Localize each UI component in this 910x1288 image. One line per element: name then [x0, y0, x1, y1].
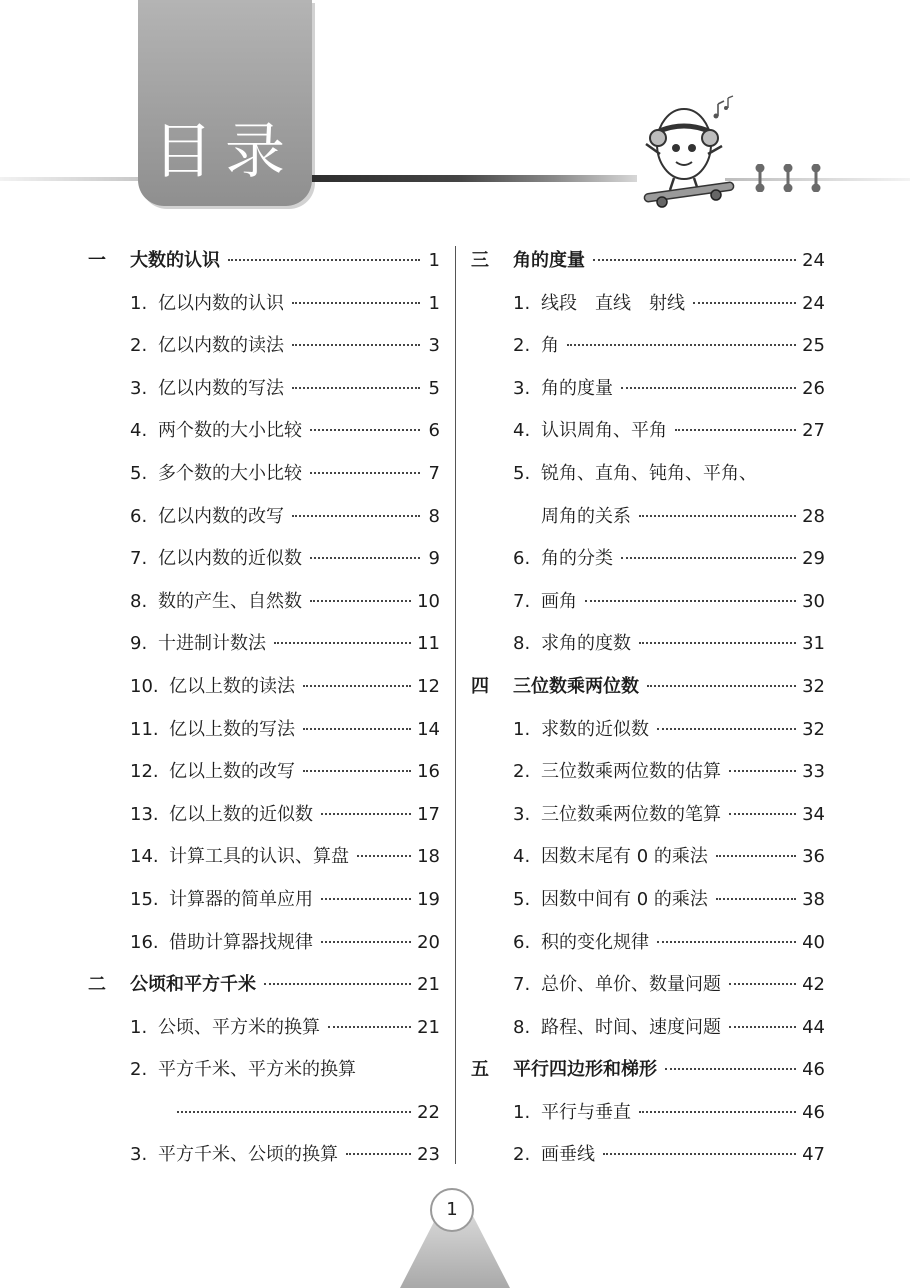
section-number: 3.	[130, 377, 148, 399]
section-title: 计算工具的认识、算盘	[169, 846, 349, 868]
toc-entry-row[interactable]	[471, 325, 825, 368]
section-number: 1.	[130, 1016, 148, 1038]
header-rule	[312, 175, 637, 182]
dot-leader	[310, 557, 420, 559]
section-number: 7.	[513, 974, 531, 996]
section-number: 3.	[130, 1144, 148, 1166]
section-number: 1.	[130, 292, 148, 314]
toc-entry-row[interactable]	[88, 836, 440, 879]
chapter-title: 平行四边形和梯形	[513, 1059, 657, 1081]
dot-leader	[292, 344, 420, 346]
toc-entry-row[interactable]	[88, 538, 440, 581]
page-ref: 14	[417, 718, 440, 740]
section-title: 借助计算器找规律	[169, 931, 313, 953]
chapter-title: 三位数乘两位数	[513, 675, 639, 697]
page-ref: 12	[417, 675, 440, 697]
section-title: 亿以上数的读法	[169, 675, 295, 697]
page-ref: 46	[802, 1101, 825, 1123]
section-title: 亿以上数的写法	[169, 718, 295, 740]
egg-mascot-skateboard-icon	[636, 92, 746, 210]
section-title: 路程、时间、速度问题	[541, 1016, 721, 1038]
toc-entry-row[interactable]	[471, 1092, 825, 1135]
toc-entry-row[interactable]	[471, 410, 825, 453]
section-number: 1.	[513, 718, 531, 740]
section-number: 14.	[130, 846, 159, 868]
toc-entry-row[interactable]	[88, 453, 440, 496]
section-number: 2.	[513, 335, 531, 357]
dot-leader	[292, 387, 420, 389]
section-number: 11.	[130, 718, 159, 740]
section-number: 2.	[513, 761, 531, 783]
dot-leader	[303, 728, 411, 730]
page-ref: 25	[802, 335, 825, 357]
dot-leader	[264, 983, 411, 985]
page-ref: 22	[417, 1101, 440, 1123]
toc-entry-row[interactable]	[88, 581, 440, 624]
section-number: 4.	[513, 846, 531, 868]
chapter-title: 公顷和平方千米	[130, 974, 256, 996]
section-number: 5.	[513, 888, 531, 910]
section-number: 16.	[130, 931, 159, 953]
section-number: 5.	[513, 462, 531, 484]
section-title: 角	[541, 335, 559, 357]
toc-entry-row[interactable]	[471, 453, 825, 496]
dot-leader	[603, 1153, 796, 1155]
page-ref: 29	[802, 548, 825, 570]
section-number: 1.	[513, 1101, 531, 1123]
section-title: 平行与垂直	[541, 1101, 631, 1123]
page-ref: 5	[428, 377, 440, 399]
dot-leader	[665, 1068, 796, 1070]
page-ref: 3	[428, 335, 440, 357]
dot-leader	[647, 685, 796, 687]
toc-entry-row[interactable]	[471, 751, 825, 794]
toc-entry-row[interactable]	[88, 368, 440, 411]
section-title: 计算器的简单应用	[169, 888, 313, 910]
page-ref: 28	[802, 505, 825, 527]
toc-entry-row[interactable]	[471, 623, 825, 666]
dot-leader	[177, 1111, 411, 1113]
section-title: 公顷、平方米的换算	[158, 1016, 320, 1038]
toc-chapter-row[interactable]	[88, 240, 440, 283]
toc-entry-row[interactable]	[88, 709, 440, 752]
section-number: 8.	[513, 1016, 531, 1038]
chapter-number: 二	[88, 974, 106, 996]
toc-entry-row[interactable]	[88, 410, 440, 453]
section-number: 9.	[130, 633, 148, 655]
dot-leader	[292, 302, 420, 304]
toc-entry-row[interactable]	[88, 1134, 440, 1177]
toc-entry-row[interactable]	[471, 1007, 825, 1050]
page-ref: 11	[417, 633, 440, 655]
section-title: 三位数乘两位数的估算	[541, 761, 721, 783]
chapter-number: 三	[471, 250, 489, 271]
toc-entry-row[interactable]	[471, 496, 825, 539]
section-title: 求数的近似数	[541, 718, 649, 740]
toc-entry-row[interactable]	[88, 496, 440, 539]
page-ref: 17	[417, 803, 440, 825]
page-ref: 46	[802, 1059, 825, 1081]
page-ref: 31	[802, 633, 825, 655]
dot-leader	[675, 429, 796, 431]
section-title: 平方千米、公顷的换算	[158, 1144, 338, 1166]
decorative-pins-icon	[748, 164, 828, 192]
chapter-number: 五	[471, 1059, 489, 1081]
page-ref: 20	[417, 931, 440, 953]
section-title: 求角的度数	[541, 633, 631, 655]
toc-entry-row[interactable]	[88, 623, 440, 666]
section-title: 亿以内数的写法	[158, 377, 284, 399]
section-title: 亿以上数的近似数	[169, 803, 313, 825]
page-ref: 8	[428, 505, 440, 527]
page-ref: 6	[428, 420, 440, 442]
page-ref: 38	[802, 888, 825, 910]
dot-leader	[321, 813, 411, 815]
page-ref: 1	[428, 292, 440, 314]
section-title: 亿以内数的读法	[158, 335, 284, 357]
title-tab	[138, 0, 312, 206]
dot-leader	[621, 387, 796, 389]
section-number: 13.	[130, 803, 159, 825]
page-ref: 19	[417, 888, 440, 910]
dot-leader	[716, 855, 796, 857]
dot-leader	[310, 472, 420, 474]
section-title: 画垂线	[541, 1144, 595, 1166]
toc-entry-row[interactable]	[471, 879, 825, 922]
page-ref: 18	[417, 846, 440, 868]
section-title: 因数末尾有 0 的乘法	[541, 846, 708, 868]
dot-leader	[310, 600, 411, 602]
section-title: 画角	[541, 590, 577, 612]
dot-leader	[585, 600, 796, 602]
toc-entry-row[interactable]	[471, 538, 825, 581]
page-title: 目录	[153, 117, 297, 187]
page-ref: 1	[428, 250, 440, 271]
toc-entry-row[interactable]	[88, 1092, 440, 1135]
section-title: 线段 直线 射线	[541, 292, 685, 314]
toc-entry-row[interactable]	[88, 325, 440, 368]
section-title: 亿以内数的近似数	[158, 548, 302, 570]
dot-leader	[639, 515, 796, 517]
page-number: 1	[430, 1188, 474, 1232]
chapter-title: 角的度量	[513, 250, 585, 271]
section-number: 7.	[513, 590, 531, 612]
toc-entry-row[interactable]	[88, 1007, 440, 1050]
page-ref: 24	[802, 250, 825, 271]
section-number: 6.	[130, 505, 148, 527]
section-number: 6.	[513, 931, 531, 953]
dot-leader	[321, 941, 411, 943]
dot-leader	[328, 1026, 411, 1028]
section-number: 5.	[130, 462, 148, 484]
toc-chapter-row[interactable]	[471, 1049, 825, 1092]
toc-entry-row[interactable]	[471, 368, 825, 411]
page-ref: 23	[417, 1144, 440, 1166]
section-number: 3.	[513, 377, 531, 399]
section-number: 7.	[130, 548, 148, 570]
chapter-number: 四	[471, 675, 489, 697]
page-ref: 26	[802, 377, 825, 399]
page-ref: 40	[802, 931, 825, 953]
page-ref: 42	[802, 974, 825, 996]
page-ref: 34	[802, 803, 825, 825]
section-title: 周角的关系	[541, 505, 631, 527]
section-title: 平方千米、平方米的换算	[158, 1059, 356, 1081]
toc-chapter-row[interactable]	[88, 964, 440, 1007]
toc-chapter-row[interactable]	[471, 240, 825, 283]
dot-leader	[303, 770, 411, 772]
dot-leader	[310, 429, 420, 431]
section-title: 数的产生、自然数	[158, 590, 302, 612]
page-ref: 21	[417, 974, 440, 996]
toc-entry-row[interactable]	[88, 666, 440, 709]
page-ref: 9	[428, 548, 440, 570]
toc-entry-row[interactable]	[471, 964, 825, 1007]
page-ref: 44	[802, 1016, 825, 1038]
chapter-number: 一	[88, 250, 106, 271]
page-ref: 36	[802, 846, 825, 868]
dot-leader	[346, 1153, 411, 1155]
toc-entry-row[interactable]	[88, 1049, 440, 1092]
section-number: 2.	[513, 1144, 531, 1166]
section-number: 12.	[130, 761, 159, 783]
section-title: 多个数的大小比较	[158, 462, 302, 484]
toc-entry-row[interactable]	[471, 836, 825, 879]
toc-entry-row[interactable]	[471, 581, 825, 624]
section-number: 2.	[130, 1059, 148, 1081]
section-title: 亿以内数的认识	[158, 292, 284, 314]
section-number: 4.	[513, 420, 531, 442]
section-title: 认识周角、平角	[541, 420, 667, 442]
section-number: 15.	[130, 888, 159, 910]
page-ref: 30	[802, 590, 825, 612]
section-title: 角的分类	[541, 548, 613, 570]
dot-leader	[657, 941, 796, 943]
toc-entry-row[interactable]	[471, 283, 825, 326]
section-number: 2.	[130, 335, 148, 357]
dot-leader	[729, 770, 796, 772]
section-title: 总价、单价、数量问题	[541, 974, 721, 996]
toc-entry-row[interactable]	[88, 283, 440, 326]
dot-leader	[274, 642, 411, 644]
dot-leader	[593, 259, 796, 261]
section-title: 积的变化规律	[541, 931, 649, 953]
section-number: 6.	[513, 548, 531, 570]
page-ref: 27	[802, 420, 825, 442]
toc-entry-row[interactable]	[471, 709, 825, 752]
toc-entry-row[interactable]	[471, 794, 825, 837]
section-number: 1.	[513, 292, 531, 314]
section-title: 角的度量	[541, 377, 613, 399]
section-number: 8.	[130, 590, 148, 612]
page-ref: 32	[802, 718, 825, 740]
section-title: 因数中间有 0 的乘法	[541, 888, 708, 910]
section-title: 亿以内数的改写	[158, 505, 284, 527]
toc-entry-row[interactable]	[88, 879, 440, 922]
section-title: 亿以上数的改写	[169, 761, 295, 783]
toc-left-column	[88, 240, 440, 1177]
section-title: 三位数乘两位数的笔算	[541, 803, 721, 825]
dot-leader	[729, 983, 796, 985]
dot-leader	[729, 1026, 796, 1028]
header-rule-left	[0, 177, 140, 181]
dot-leader	[729, 813, 796, 815]
dot-leader	[639, 1111, 796, 1113]
toc-chapter-row[interactable]	[471, 666, 825, 709]
toc-right-column	[471, 240, 825, 1177]
dot-leader	[716, 898, 796, 900]
chapter-title: 大数的认识	[130, 250, 220, 271]
toc-entry-row[interactable]	[471, 922, 825, 965]
dot-leader	[303, 685, 411, 687]
page-ref: 32	[802, 675, 825, 697]
section-title: 锐角、直角、钝角、平角、	[541, 462, 757, 484]
page-ref: 24	[802, 292, 825, 314]
page-ref: 33	[802, 761, 825, 783]
section-number: 8.	[513, 633, 531, 655]
dot-leader	[639, 642, 796, 644]
column-divider	[455, 246, 456, 1164]
section-title: 十进制计数法	[158, 633, 266, 655]
dot-leader	[567, 344, 796, 346]
page-ref: 21	[417, 1016, 440, 1038]
page-ref: 10	[417, 590, 440, 612]
dot-leader	[621, 557, 796, 559]
section-number: 10.	[130, 675, 159, 697]
dot-leader	[357, 855, 411, 857]
toc-entry-row[interactable]	[471, 1134, 825, 1177]
section-number: 4.	[130, 420, 148, 442]
dot-leader	[321, 898, 411, 900]
dot-leader	[228, 259, 420, 261]
toc-entry-row[interactable]	[88, 794, 440, 837]
toc-entry-row[interactable]	[88, 922, 440, 965]
dot-leader	[693, 302, 796, 304]
dot-leader	[657, 728, 796, 730]
page-ref: 16	[417, 761, 440, 783]
dot-leader	[292, 515, 420, 517]
section-title: 两个数的大小比较	[158, 420, 302, 442]
toc-entry-row[interactable]	[88, 751, 440, 794]
page-ref: 47	[802, 1144, 825, 1166]
page-ref: 7	[428, 462, 440, 484]
section-number: 3.	[513, 803, 531, 825]
